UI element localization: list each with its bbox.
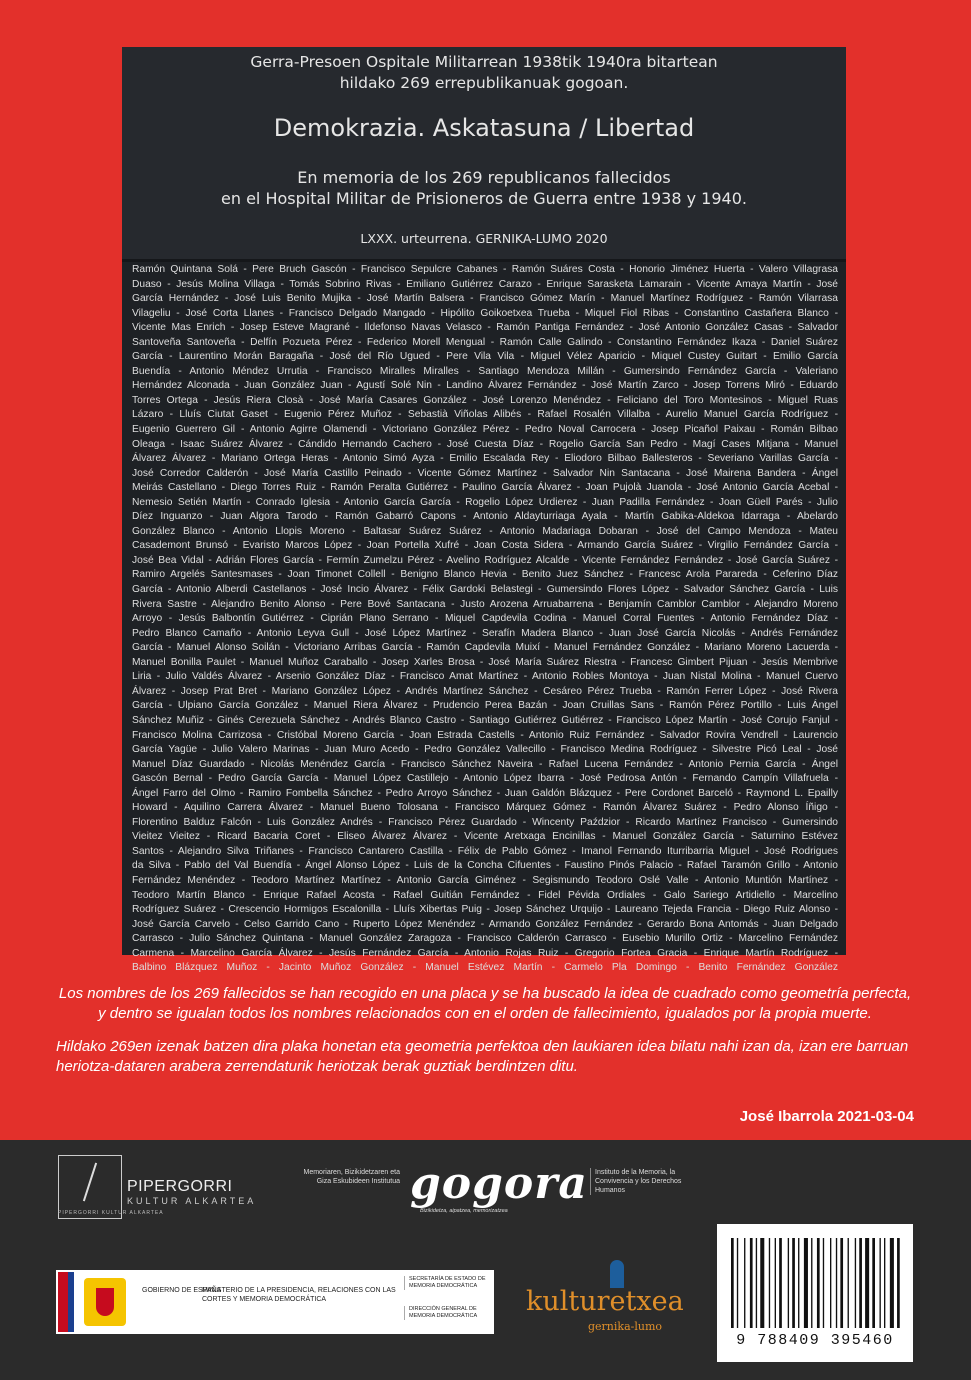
names-line: Oleaga - Isaac Suárez Álvarez - Cándido Hernando Cachero - José Cuesta Díaz - Rogelio García San Pedro - Magí Cases Mitjana - Manuel: [132, 438, 838, 450]
names-line: José García Carvelo - Celso Garrido Cano - Ruperto López Menéndez - Armando González Fernández - Gerardo Bona Antomás - Juan Delgado: [132, 918, 838, 930]
signature: José Ibarrola 2021-03-04: [739, 1108, 914, 1125]
plaque-title: Demokrazia. Askatasuna / Libertad: [273, 114, 695, 142]
plaque-heading-basque-line-1: Gerra-Presoen Ospitale Militarrean 1938tik 1940ra bitartean: [250, 53, 718, 71]
footer-logos: [0, 1140, 971, 1380]
plaque-heading-spanish-line-1: En memoria de los 269 republicanos fallecidos: [297, 168, 671, 187]
names-line: da Silva - Pablo del Val Buendía - Ángel Alonso López - Luis de la Concha Cifuentes - Faustino Pinós Palacio - Rafael Taramón Grillo - Antonio: [132, 860, 838, 872]
names-line: Eugenio Guerrero Gil - Antonio Agirre Olamendi - Victoriano González Pérez - Pedro Noval Carrocera - Josep Picañol Paixau - Román Bilbao: [132, 424, 838, 436]
names-line: Florentino Balduz Falcón - Luis González Andrés - Francisco Pérez Guardado - Wincenty Paździor - Ricardo Martínez Francisco - Gumersindo: [132, 816, 838, 828]
ministry-label: MINISTERIO DE LA PRESIDENCIA, RELACIONES CON LAS CORTES Y MEMORIA DEMOCRÁTICA: [202, 1287, 396, 1303]
names-line: Ramiro Argelés Santesmases - Joan Timonet Collell - Benigno Blanco Hevia - Benito Juez Sánchez - Francesc Arola Parareda - Ceferino Díaz: [132, 569, 838, 581]
plaque-heading-spanish: [122, 167, 846, 209]
names-line: García - Antonio Alberdi Castellanos - José Incio Álvarez - Félix Gardoki Belastegi - Gumersindo Flores López - Salvador Sánchez García - Luis: [132, 584, 838, 596]
spain-flag-icon: [58, 1272, 68, 1332]
names-line: Hernández Alconada - Juan González Juan - Agustí Solé Nin - Landino Álvarez Fernández - José Martín Zarco - Josep Torrens Miró - Eduardo: [132, 380, 838, 392]
pipergorri-subtitle: KULTUR ALKARTEA: [127, 1196, 257, 1206]
names-line: Ángel Farro del Olmo - Ramiro Fombella Sánchez - Pedro Arroyo Sánchez - Juan Galdón Blázquez - Pere Cordonet Barceló - Raymond L. Epailly: [132, 787, 838, 799]
eu-flag-icon: [68, 1272, 74, 1332]
gogora-tagline: Bizikidetza, aipatzea, memorizatzea: [420, 1208, 508, 1214]
names-line: Manuel Díaz Guardado - Nicolás Menéndez García - Francisco Sánchez Naveira - Rafael Lucena Fernández - Antonio Pernia García - Ángel: [132, 758, 838, 770]
names-line: Vicente Mas Enrich - Josep Esteve Magrané - Ildefonso Navas Velasco - Ramón Pantiga Fernández - José Antonio González Casas - Salvador: [132, 322, 838, 334]
directorate-label: DIRECCIÓN GENERAL DE MEMORIA DEMOCRÁTICA: [404, 1306, 495, 1320]
names-line: Rivera Sastre - Alejandro Benito Alonso - Pere Bové Santacana - Justo Arozena Arruabarrena - Benjamín Camblor Camblor - Alejandro Moreno: [132, 598, 838, 610]
names-line: Santoveña Santoveña - Delfín Pozueta Pérez - Federico Morell Mengual - Ramón Calle Galindo - Constantino Fernández Ikaza - Daniel Suárez: [132, 336, 838, 348]
gogora-logo: gogora: [410, 1158, 588, 1209]
names-line: Díez Inguanzo - Juan Algora Tarodo - Ramón Gabarró Capons - Antonio Aldayturriaga Ayala - Martín Gabika-Aldekoa Idarraga - Abelardo: [132, 511, 838, 523]
dedication-text: [56, 984, 914, 1076]
names-line: José Bea Vidal - Adrián Flores García - Fermín Zumelzu Pérez - Avelino Rodríguez Alcalde - Vicente Fernández Fernández - José García Suárez -: [132, 554, 838, 566]
pipergorri-name: PIPERGORRI: [127, 1178, 233, 1195]
names-line: González Blanco - Antonio Llopis Moreno - Baltasar Suárez Suárez - Antonio Madariaga Dobaran - José del Campo Mendoza - Mateu: [132, 525, 838, 537]
names-line: Sánchez Muñiz - Ginés Cerezuela Sánchez - Andrés Blanco Castro - Santiago Gutiérrez Gutiérrez - Francisco López Martín - José Corujo Fanjul -: [132, 714, 838, 726]
names-line: García - Ulpiano García González - Manuel Riera Álvarez - Prudencio Perea Bazán - Joan Cruillas Sans - Ramón Pérez Portillo - Luis Ángel: [132, 700, 838, 712]
names-line: Manuel Bonilla Paulet - Manuel Muñoz Caraballo - Josep Xarles Brosa - José María Suárez Riestra - Francesc Gimbert Pijuan - Jesús Membrive: [132, 656, 838, 668]
names-line: Howard - Aquilino Carrera Álvarez - Manuel Bueno Tolosana - Francisco Márquez Gómez - Ramón Álvarez Suárez - Pedro Alonso Íñigo -: [132, 802, 838, 814]
names-line: Duaso - Jesús Molina Villaga - Tomás Sobrino Rivas - Emiliano Gutiérrez Carazo - Enrique Sarasketa Lamarain - Vicente Amaya Martín - José: [132, 278, 838, 290]
names-line: García - Manuel Alonso Soilán - Victoriano Arribas García - Ramón Capdevila Muixí - Manuel Fernández González - Mariano Moreno Lacuerda -: [132, 642, 838, 654]
names-line: García Yagüe - Julio Valero Marinas - Juan Muro Acedo - Pedro González Vallecillo - Francisco Medina Rodríguez - Silvestre Picó Leal - José: [132, 744, 838, 756]
plaque-heading-basque: [122, 52, 846, 94]
names-line: Meirás Castellano - Diego Torres Ruiz - Ramón Peralta Gutiérrez - Paulino García Álvarez - Joan Pujolà Juanola - José Antonio García Acebal -: [132, 482, 838, 494]
names-line: Ramón Quintana Solá - Pere Bruch Gascón - Francisco Sepulcre Cabanes - Ramón Suáres Costa - Honorio Jiménez Huerta - Valero Villagrasa: [132, 264, 838, 275]
names-line: Pedro Blanco Camaño - Antonio Leyva Gull - José López Martínez - Serafín Madera Blanco - Juan José García Nicolás - Andrés Fernández: [132, 627, 838, 639]
secretary-label: SECRETARÍA DE ESTADO DE MEMORIA DEMOCRÁTICA: [404, 1276, 495, 1290]
kulturetxea-mark-icon: [610, 1260, 624, 1288]
names-line: Álvarez Álvarez - Mariano Ortega Heras - Antonio Simó Ayza - Emilio Escalada Rey - Eliodoro Bilbao Ballesteros - Severiano Varillas García -: [132, 453, 838, 465]
kulturetxea-logo: kulturetxea: [526, 1286, 684, 1317]
names-line: Balbino Blázquez Muñoz - Jacinto Muñoz González - Manuel Estévez Martín - Carmelo Pla Domingo - Benito Fernández González: [132, 962, 838, 974]
names-line: García - Laurentino Morán Baragaña - José del Río Ugued - Pere Vila Vila - Miguel Vélez Aparicio - Miquel Custey Guitart - Emilio García: [132, 351, 838, 363]
names-line: Fernández Menéndez - Teodoro Martínez Martínez - Antonio García Giménez - Segismundo Teodoro Oslé Valle - Antonio Muntión Martínez -: [132, 874, 838, 886]
names-line: Torres Ortega - Jesús Riera Closà - José María Casares González - José Lorenzo Menéndez - Feliciano del Toro Montesinos - Miguel Ruas: [132, 394, 838, 406]
gogora-basque-label: Memoriaren, Bizikidetzaren eta Giza Eskubideen Institutua: [303, 1169, 400, 1185]
names-line: García Hernández - José Luis Benito Mujika - José Martín Balsera - Francisco Gómez Marín - Manuel Martínez Rodríguez - Ramón Vilarrasa: [132, 293, 838, 305]
dedication-basque: Hildako 269en izenak batzen dira plaka honetan eta geometria perfektoa den laukiaren idea bilatu nahi izan da, izan ere barruan heriotza-dataren arabera zerrendaturik heriotzak berak guztiak berdintzen ditu.: [56, 1038, 909, 1075]
kulturetxea-subtitle: gernika-lumo: [588, 1320, 663, 1333]
names-line: José Corredor Calderón - José María Castillo Peinado - Vicente Gómez Martínez - Salvador Nin Santacana - José Mairena Bandera - Ángel: [132, 467, 838, 479]
names-list: [132, 263, 838, 974]
names-line: Gascón Bernal - Pedro García García - Manuel López Castillejo - Antonio López Ibarra - José Pedrosa Antón - Fernando Campín Villafruela -: [132, 773, 838, 785]
names-line: Vilageliu - José Corta Llanes - Francisco Delgado Mangado - Hipólito Goikoetxea Trueba - Miquel Fiol Ribas - Constantino Castañera Blanco -: [132, 307, 838, 319]
barcode-bars-icon: [731, 1238, 899, 1328]
plaque-heading-basque-line-2: hildako 269 errepublikanuak gogoan.: [339, 74, 629, 92]
isbn-barcode: [717, 1224, 913, 1362]
names-line: Lázaro - Lluís Ciutat Gaset - Eugenio Pérez Muñoz - Sebastià Viñolas Alibés - Rafael Rosalén Villalba - Aurelio Manuel García Rodríguez -: [132, 409, 838, 421]
names-line: Carmena - Marcelino García Álvarez - Jesús Fernández García - Antonio Rojas Ruiz - Gregorio Fortea Gracia - Enrique Martín Rodríguez -: [132, 947, 838, 959]
plaque-heading-spanish-line-2: en el Hospital Militar de Prisioneros de Guerra entre 1938 y 1940.: [221, 189, 747, 208]
memorial-plaque: [122, 47, 846, 974]
names-line: Álvarez - Josep Prat Bret - Mariano González López - Andrés Martínez Sánchez - Cesáreo Pérez Trueba - Ramón Ferrer López - José Rivera: [132, 685, 838, 697]
dedication-spanish: Los nombres de los 269 fallecidos se han recogido en una placa y se ha buscado la idea de cuadrado como geometría perfecta, y dentro se igualan todos los nombres relacionados con en el orden de fallecimiento, igualados por la propia muerte.: [58, 985, 912, 1022]
plaque-divider: [122, 259, 846, 262]
names-line: Carrasco - Julio Sánchez Quintana - Manuel González Zaragoza - Francisco Calderón Carrasco - Eusebio Murillo Ortiz - Marcelino Fernández: [132, 933, 838, 945]
names-line: Vieitez Vieitez - Ricard Bacaria Coret - Eliseo Álvarez Álvarez - Vicente Aretxaga Encinillas - Manuel González García - Saturnino Estévez: [132, 831, 838, 843]
names-line: Francisco Molina Carrizosa - Cristóbal Moreno García - Joan Estrada Castells - Antonio Ruiz Fernández - Salvador Rovira Vendrell - Laurencio: [132, 729, 838, 741]
names-line: Buendía - Antonio Méndez Urrutia - Francisco Miralles Miralles - Santiago Mendoza Millán - Gumersindo Fernández García - Valeriano: [132, 365, 838, 377]
names-line: Arroyo - Jesús Balbontín Gutiérrez - Ciprián Plano Serrano - Miquel Capdevila Codina - Manuel Corral Fuentes - Antonio Fernández Díaz -: [132, 613, 838, 625]
plaque-header: [122, 47, 846, 259]
names-line: Liria - Julio Valdés Álvarez - Arsenio González Díaz - Francisco Amat Martínez - Antonio Robles Montoya - Juan Nistal Molina - Manuel Cuervo: [132, 671, 838, 683]
coat-of-arms-icon: [84, 1278, 126, 1326]
pipergorri-small-text: PIPERGORRI KULTUR ALKARTEA: [58, 1210, 164, 1216]
government-logo: [56, 1270, 494, 1334]
names-line: Casademont Brunsó - Evaristo Marcos López - Joan Portella Xufré - Joan Costa Sidera - Armando García Suárez - Virgilio Fernández García -: [132, 540, 838, 552]
names-line: Rodríguez Suárez - Crescencio Hormigos Escalonilla - Lluís Xibertas Puig - Josep Sánchez Urquijo - Laureano Tejeda Francia - Diego Ruiz Alonso -: [132, 904, 838, 916]
isbn-number: 9 788409 395460: [736, 1332, 894, 1349]
names-line: Teodoro Martín Blanco - Enrique Rafael Acosta - Rafael Guitián Fernández - Fidel Pévida Ordiales - Galo Sariego Artidiello - Marcelino: [132, 889, 838, 901]
plaque-anniversary: LXXX. urteurrena. GERNIKA-LUMO 2020: [360, 231, 608, 246]
gogora-spanish-label: Instituto de la Memoria, la Convivencia y los Derechos Humanos: [590, 1168, 705, 1195]
names-line: Santos - Alejandro Silva Triñanes - Francisco Cantarero Castilla - Félix de Pablo Gómez - Imanol Fernando Iturribarria Miguel - José Rodrigues: [132, 845, 838, 857]
government-label: GOBIERNO DE ESPAÑA: [142, 1287, 222, 1294]
names-line: Nemesio Setién Martín - Conrado Iglesia - Antonio García García - Rogelio López Urdierez - Juan Padilla Fernández - Joan Güell Parés - Julio: [132, 496, 838, 508]
